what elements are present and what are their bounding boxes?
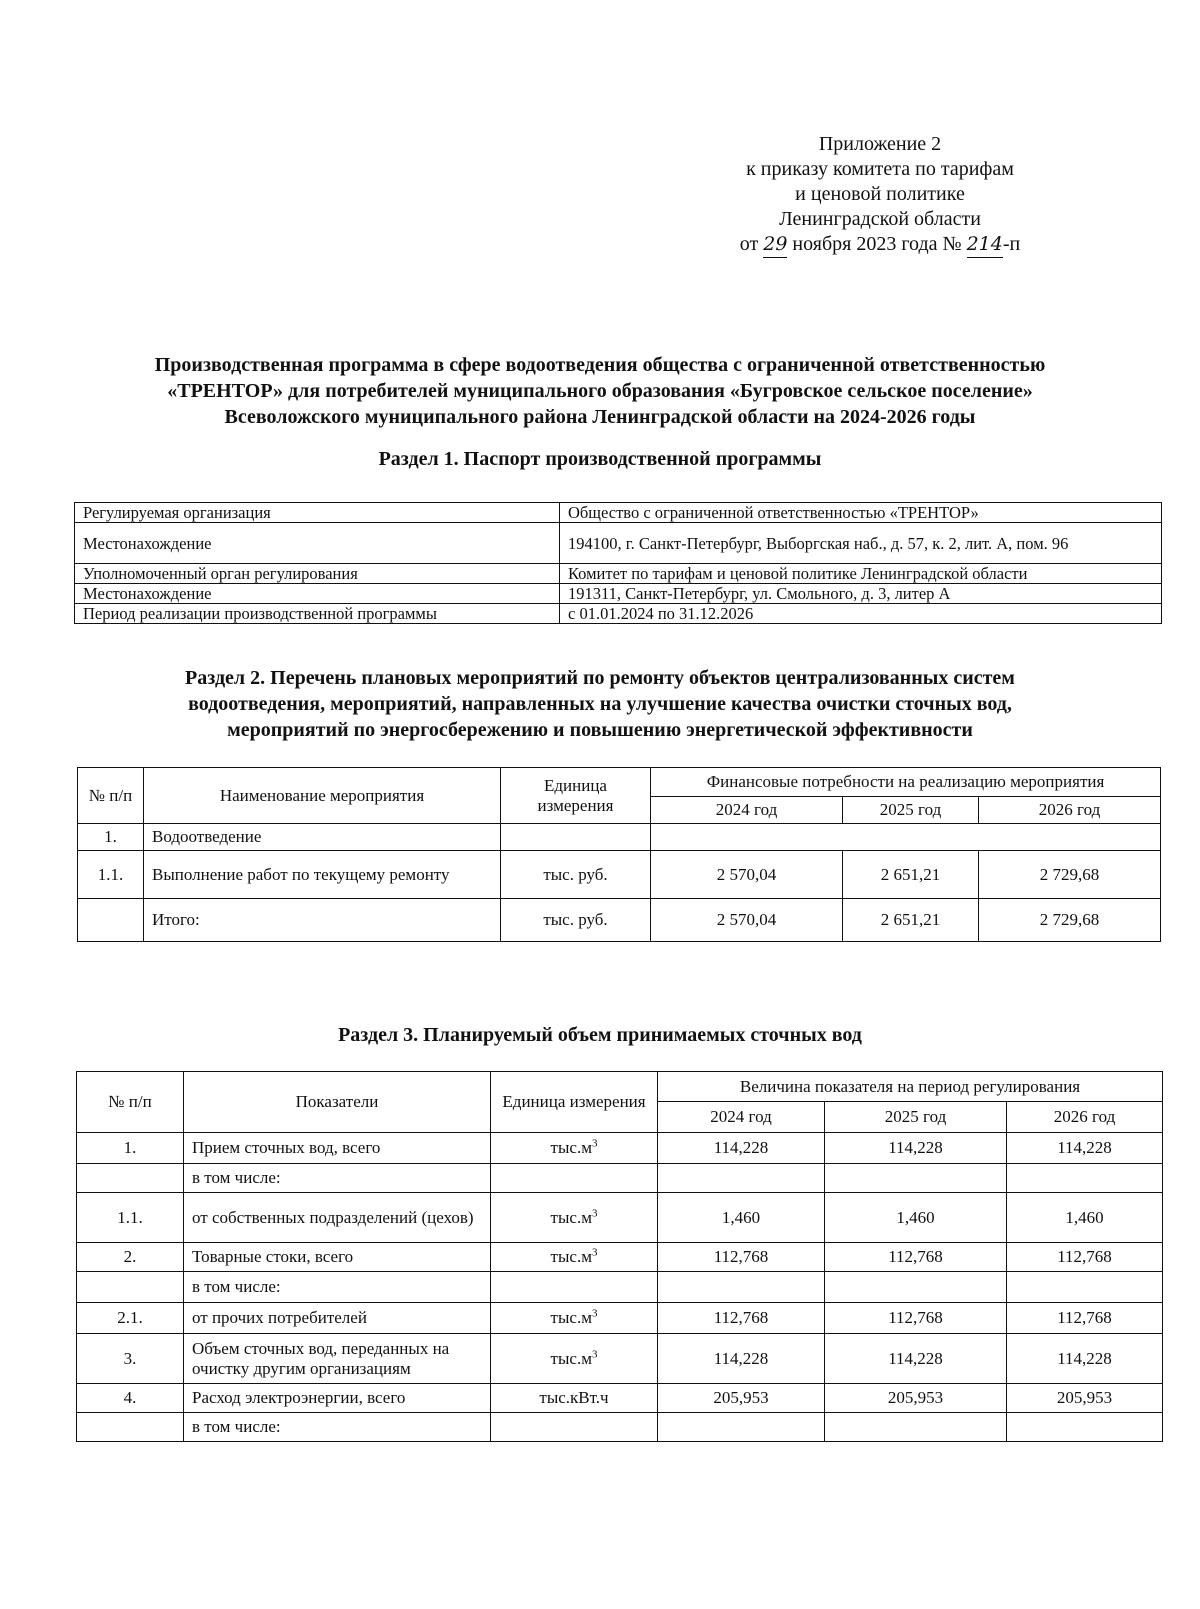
table-row xyxy=(77,1413,1163,1442)
cell-2024: 114,228 xyxy=(658,1133,825,1164)
col-header-unit: Единица измерения xyxy=(491,1072,658,1133)
table-row xyxy=(77,1303,1163,1334)
cell-unit: тыс.кВт.ч xyxy=(491,1384,658,1413)
cell-2025 xyxy=(825,1272,1007,1303)
col-header-num: № п/п xyxy=(77,1072,184,1133)
cell-name: Итого: xyxy=(144,899,501,942)
cell-2026: 112,768 xyxy=(1007,1243,1163,1272)
appendix-line-1: Приложение 2 xyxy=(818,133,942,155)
cell-num: 3. xyxy=(77,1334,184,1384)
cell-name: Прием сточных вод, всего xyxy=(184,1133,491,1164)
cell-2026: 2 729,68 xyxy=(979,899,1161,942)
table-header-row xyxy=(77,1072,1163,1102)
cell-2026 xyxy=(1007,1272,1163,1303)
cell-name: в том числе: xyxy=(184,1413,491,1442)
cell-num: 4. xyxy=(77,1384,184,1413)
cell-2026: 114,228 xyxy=(1007,1133,1163,1164)
cell-2025: 112,768 xyxy=(825,1303,1007,1334)
cell-2026 xyxy=(1007,1164,1163,1193)
cell-2026: 114,228 xyxy=(1007,1334,1163,1384)
table-row xyxy=(75,564,1162,584)
cell-2025: 2 651,21 xyxy=(843,851,979,899)
passport-label: Период реализации производственной программы xyxy=(75,604,560,624)
cell-num xyxy=(77,1272,184,1303)
title-line-2: «ТРЕНТОР» для потребителей муниципального образования «Бугровское сельское поселение» xyxy=(167,380,1033,402)
table-row xyxy=(78,851,1161,899)
appendix-header xyxy=(700,132,1060,258)
cell-num xyxy=(77,1413,184,1442)
cell-2025: 112,768 xyxy=(825,1243,1007,1272)
passport-label: Регулируемая организация xyxy=(75,503,560,523)
cell-num: 1. xyxy=(77,1133,184,1164)
cell-num: 1. xyxy=(78,824,144,851)
col-header-2025: 2025 год xyxy=(825,1102,1007,1133)
cell-name: Объем сточных вод, переданных на очистку другим организациям xyxy=(184,1334,491,1384)
appendix-date-line xyxy=(700,232,1060,258)
cell-name: от прочих потребителей xyxy=(184,1303,491,1334)
section2-title xyxy=(60,665,1140,743)
cell-unit: $тыс.м^3$ xyxy=(491,1303,658,1334)
col-header-name: Наименование мероприятия xyxy=(144,768,501,824)
cell-name: Выполнение работ по текущему ремонту xyxy=(144,851,501,899)
table-row xyxy=(75,523,1162,564)
section2-title-line-1: Раздел 2. Перечень плановых мероприятий по ремонту объектов централизованных систем xyxy=(185,667,1015,689)
table-row xyxy=(78,824,1161,851)
passport-label: Местонахождение xyxy=(75,584,560,604)
cell-name: в том числе: xyxy=(184,1272,491,1303)
passport-value: с 01.01.2024 по 31.12.2026 xyxy=(560,604,1162,624)
table-row xyxy=(77,1384,1163,1413)
appendix-line-2: к приказу комитета по тарифам xyxy=(746,158,1014,180)
cell-num xyxy=(78,899,144,942)
cell-2026 xyxy=(1007,1413,1163,1442)
col-header-2024: 2024 год xyxy=(658,1102,825,1133)
cell-unit xyxy=(491,1272,658,1303)
table-row xyxy=(78,899,1161,942)
title-line-3: Всеволожского муниципального района Ленинградской области на 2024-2026 годы xyxy=(224,406,976,428)
cell-name: Расход электроэнергии, всего xyxy=(184,1384,491,1413)
cell-2024 xyxy=(658,1164,825,1193)
col-header-2026: 2026 год xyxy=(979,797,1161,824)
table-header-row xyxy=(78,768,1161,797)
table-row xyxy=(77,1193,1163,1243)
cell-2024: 2 570,04 xyxy=(651,851,843,899)
col-header-2024: 2024 год xyxy=(651,797,843,824)
cell-2024 xyxy=(658,1413,825,1442)
table-row xyxy=(75,604,1162,624)
passport-value: Общество с ограниченной ответственностью «ТРЕНТОР» xyxy=(560,503,1162,523)
cell-2025: 114,228 xyxy=(825,1334,1007,1384)
handwritten-day: 29 xyxy=(763,232,787,258)
cell-2026: 112,768 xyxy=(1007,1303,1163,1334)
appendix-line-4: Ленинградской области xyxy=(779,208,981,230)
cell-2025: 114,228 xyxy=(825,1133,1007,1164)
cell-name: в том числе: xyxy=(184,1164,491,1193)
section2-title-line-3: мероприятий по энергосбережению и повышению энергетической эффективности xyxy=(227,719,973,741)
cell-unit xyxy=(501,824,651,851)
cell-name: от собственных подразделений (цехов) xyxy=(184,1193,491,1243)
title-line-1: Производственная программа в сфере водоотведения общества с ограниченной ответственностью xyxy=(154,354,1046,376)
passport-table xyxy=(74,502,1162,624)
cell-2024 xyxy=(658,1272,825,1303)
passport-label: Местонахождение xyxy=(75,523,560,564)
table-row xyxy=(77,1334,1163,1384)
table-row xyxy=(77,1243,1163,1272)
passport-label: Уполномоченный орган регулирования xyxy=(75,564,560,584)
section2-title-line-2: водоотведения, мероприятий, направленных на улучшение качества очистки сточных вод, xyxy=(188,693,1012,715)
cell-2025: 2 651,21 xyxy=(843,899,979,942)
col-header-name: Показатели xyxy=(184,1072,491,1133)
handwritten-number: 214 xyxy=(967,232,1003,258)
cell-2024: 2 570,04 xyxy=(651,899,843,942)
cell-2026: 1,460 xyxy=(1007,1193,1163,1243)
col-header-2026: 2026 год xyxy=(1007,1102,1163,1133)
cell-unit: $тыс.м^3$ xyxy=(491,1133,658,1164)
cell-num: 2.1. xyxy=(77,1303,184,1334)
cell-2025: 205,953 xyxy=(825,1384,1007,1413)
col-header-num: № п/п xyxy=(78,768,144,824)
appendix-line-3: и ценовой политике xyxy=(795,183,965,205)
date-prefix: от xyxy=(739,233,759,255)
cell-2024: 112,768 xyxy=(658,1243,825,1272)
cell-2024: 1,460 xyxy=(658,1193,825,1243)
cell-unit xyxy=(491,1413,658,1442)
wastewater-table xyxy=(76,1071,1163,1442)
cell-num: 1.1. xyxy=(77,1193,184,1243)
table-row xyxy=(77,1164,1163,1193)
col-header-2025: 2025 год xyxy=(843,797,979,824)
cell-unit: $тыс.м^3$ xyxy=(491,1243,658,1272)
number-suffix: -п xyxy=(1002,233,1021,255)
table-row xyxy=(75,503,1162,523)
cell-2024: 114,228 xyxy=(658,1334,825,1384)
cell-value xyxy=(651,824,1161,851)
measures-table xyxy=(77,767,1161,942)
col-header-unit: Единица измерения xyxy=(501,768,651,824)
cell-unit: $тыс.м^3$ xyxy=(491,1334,658,1384)
cell-2026: 2 729,68 xyxy=(979,851,1161,899)
document-title xyxy=(60,352,1140,430)
cell-2024: 205,953 xyxy=(658,1384,825,1413)
cell-unit xyxy=(491,1164,658,1193)
cell-num: 1.1. xyxy=(78,851,144,899)
table-row xyxy=(77,1272,1163,1303)
passport-value: 191311, Санкт-Петербург, ул. Смольного, д. 3, литер А xyxy=(560,584,1162,604)
cell-num xyxy=(77,1164,184,1193)
cell-name: Водоотведение xyxy=(144,824,501,851)
passport-value: 194100, г. Санкт-Петербург, Выборгская наб., д. 57, к. 2, лит. А, пом. 96 xyxy=(560,523,1162,564)
section1-title: Раздел 1. Паспорт производственной программы xyxy=(378,448,822,470)
cell-2026: 205,953 xyxy=(1007,1384,1163,1413)
table-row xyxy=(77,1133,1163,1164)
cell-2025: 1,460 xyxy=(825,1193,1007,1243)
cell-name: Товарные стоки, всего xyxy=(184,1243,491,1272)
date-middle: ноября 2023 года № xyxy=(792,233,962,255)
cell-2025 xyxy=(825,1413,1007,1442)
passport-value: Комитет по тарифам и ценовой политике Ленинградской области xyxy=(560,564,1162,584)
cell-2025 xyxy=(825,1164,1007,1193)
col-header-value: Величина показателя на период регулирования xyxy=(658,1072,1163,1102)
cell-unit: тыс. руб. xyxy=(501,851,651,899)
section3-title: Раздел 3. Планируемый объем принимаемых сточных вод xyxy=(338,1024,862,1046)
cell-unit: тыс. руб. xyxy=(501,899,651,942)
cell-2024: 112,768 xyxy=(658,1303,825,1334)
table-row xyxy=(75,584,1162,604)
cell-num: 2. xyxy=(77,1243,184,1272)
cell-unit: $тыс.м^3$ xyxy=(491,1193,658,1243)
col-header-finance: Финансовые потребности на реализацию мероприятия xyxy=(651,768,1161,797)
